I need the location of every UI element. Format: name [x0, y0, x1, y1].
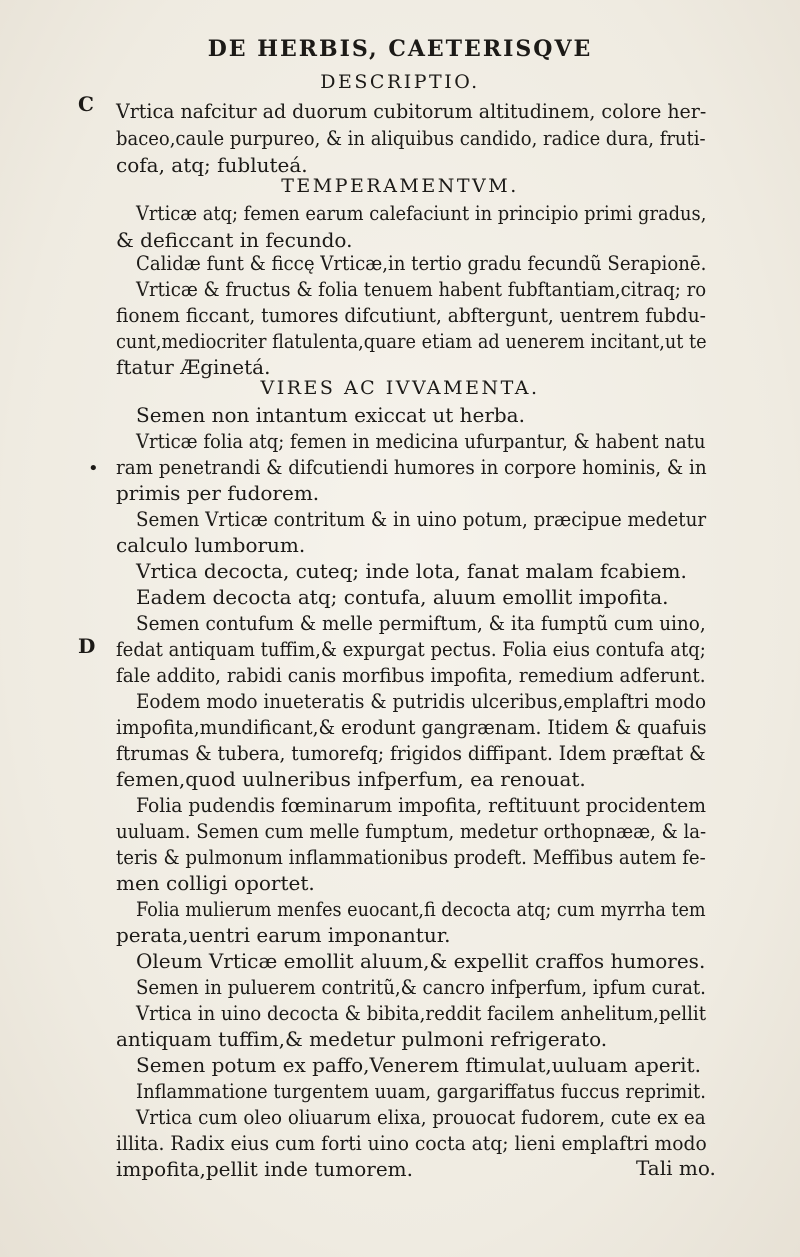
text-line: teris & pulmonum inflammationibus prodeft. Meffibus autem fe-	[116, 845, 706, 869]
text-line: ftrumas & tubera, tumorefq; frigidos diffipant. Idem præftat &	[116, 741, 706, 765]
text-line: Vrtica in uino decocta & bibita,reddit facilem anhelitum,pellit	[136, 1001, 707, 1025]
text-line: ram penetrandi & difcutiendi humores in corpore hominis, & in	[116, 455, 707, 479]
margin-letter-d: D	[78, 634, 96, 658]
text-line: men colligi oportet.	[116, 871, 315, 895]
heading-descriptio: DESCRIPTIO.	[320, 71, 480, 93]
text-line: calculo lumborum.	[116, 533, 306, 557]
heading-temperamentum: TEMPERAMENTVM.	[281, 175, 519, 197]
text-line: fedat antiquam tuffim,& expurgat pectus. Folia eius contufa atq;	[116, 637, 706, 661]
text-line: Inflammatione turgentem uuam, gargariffatus fuccus reprimit.	[136, 1079, 706, 1103]
text-line: Eodem modo inueteratis & putridis ulceribus,emplaftri modo	[136, 689, 707, 713]
text-line: Oleum Vrticæ emollit aluum,& expellit craffos humores.	[136, 949, 706, 973]
text-line: ftatur Æginetá.	[116, 355, 271, 379]
text-line: Vrtica decocta, cuteq; inde lota, fanat malam fcabiem.	[136, 559, 687, 583]
text-line: femen,quod uulneribus infperfum, ea renouat.	[116, 767, 586, 791]
text-line: fale addito, rabidi canis morfibus impofita, remedium adferunt.	[116, 663, 706, 687]
text-line: Folia mulierum menfes euocant,fi decocta atq; cum myrrha tem	[136, 897, 706, 921]
text-line: Semen contufum & melle permiftum, & ita fumptũ cum uino,	[136, 611, 706, 635]
text-line: perata,uentri earum imponantur.	[116, 923, 451, 947]
text-line: impofita,mundificant,& erodunt gangrænam. Itidem & quafuis	[116, 715, 707, 739]
text-line: Semen potum ex paffo,Venerem ftimulat,uuluam aperit.	[136, 1053, 701, 1077]
text-line: antiquam tuffim,& medetur pulmoni refrigerato.	[116, 1027, 608, 1051]
text-line: fionem ficcant, tumores difcutiunt, abftergunt, uentrem fubdu-	[116, 303, 706, 327]
text-line: cunt,mediocriter flatulenta,quare etiam ad uenerem incitant,ut te	[116, 329, 707, 353]
margin-letter-c: C	[78, 92, 94, 116]
text-line: Folia pudendis fœminarum impofita, reftituunt procidentem	[136, 793, 706, 817]
text-line: cofa, atq; fubluteá.	[116, 153, 308, 177]
text-line: Calidæ funt & ficcę Vrticæ,in tertio gradu fecundũ Serapionē.	[136, 251, 707, 275]
text-line: Vrticæ folia atq; femen in medicina ufurpantur, & habent natu	[136, 429, 706, 453]
text-line: Vrticæ & fructus & folia tenuem habent fubftantiam,citraq; ro	[136, 277, 707, 301]
text-line: Vrtica nafcitur ad duorum cubitorum altitudinem, colore her-	[116, 99, 707, 123]
text-line: & deficcant in fecundo.	[116, 228, 353, 252]
running-head: DE HERBIS, CAETERISQVE	[207, 36, 593, 62]
text-line: Semen non intantum exiccat ut herba.	[136, 403, 525, 427]
catchword: Tali mo.	[636, 1156, 716, 1180]
text-line: Vrtica cum oleo oliuarum elixa, prouocat fudorem, cute ex ea	[136, 1105, 706, 1129]
text-line: Eadem decocta atq; contufa, aluum emollit impofita.	[136, 585, 669, 609]
text-line: baceo,caule purpureo, & in aliquibus candido, radice dura, fruti-	[116, 126, 706, 150]
text-line: Semen in puluerem contritũ,& cancro infperfum, ipfum curat.	[136, 975, 706, 999]
text-line: primis per fudorem.	[116, 481, 320, 505]
text-line: uuluam. Semen cum melle fumptum, medetur orthopnææ, & la-	[116, 819, 707, 843]
heading-vires: VIRES AC IVVAMENTA.	[260, 377, 540, 399]
text-line: Semen Vrticæ contritum & in uino potum, præcipue medetur	[136, 507, 707, 531]
text-line: illita. Radix eius cum forti uino cocta atq; lieni emplaftri modo	[116, 1131, 707, 1155]
text-line: impofita,pellit inde tumorem.	[116, 1157, 414, 1181]
text-line: Vrticæ atq; femen earum calefaciunt in principio primi gradus,	[136, 201, 707, 225]
marginal-dot: •	[88, 458, 99, 479]
